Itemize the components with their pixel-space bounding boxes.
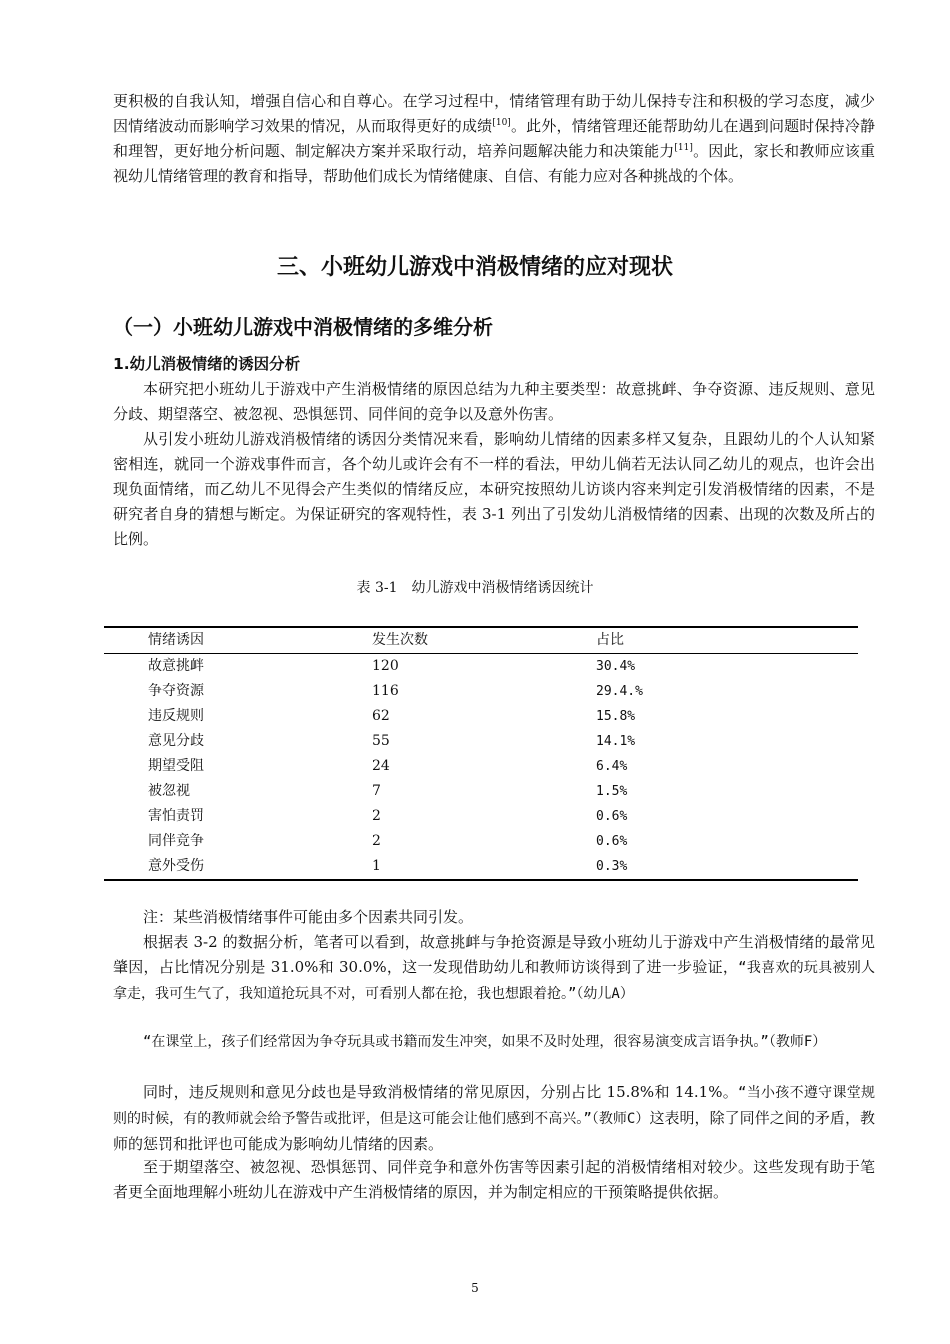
rules-text-2: 这表明，除了同伴之间的矛盾，教师的惩罚和批评也可能成为影响幼儿情绪的因素。	[113, 1109, 875, 1153]
causes-table	[104, 626, 858, 881]
cell-count: 116	[372, 683, 399, 699]
table-note: 注：某些消极情绪事件可能由多个因素共同引发。	[143, 908, 474, 926]
cell-ratio: 29.4.%	[596, 684, 643, 699]
header-count: 发生次数	[372, 632, 428, 648]
cell-cause: 违反规则	[148, 708, 204, 724]
table-caption: 表 3-1 幼儿游戏中消极情绪诱因统计	[356, 580, 594, 596]
chapter-title: 三、小班幼儿游戏中消极情绪的应对现状	[276, 255, 673, 280]
table-row	[104, 754, 858, 779]
citation-10: [10]	[492, 118, 511, 128]
page-number: 5	[471, 1281, 479, 1295]
cell-cause: 同伴竞争	[148, 833, 204, 849]
analysis-text: 根据表 3-2 的数据分析，笔者可以看到，故意挑衅与争抢资源是导致小班幼儿于游戏中产生消极情绪的最常见肇因，占比情况分别是 31.0%和 30.0%，这一发现借助幼儿和教师访谈得到了进一步验证，	[113, 933, 875, 976]
paragraph-conclusion: 至于期望落空、被忽视、恐惧惩罚、同伴竞争和意外伤害等因素引起的消极情绪相对较少。这些发现有助于笔者更全面地理解小班幼儿在游戏中产生消极情绪的原因，并为制定相应的干预策略提供依据。	[113, 1158, 875, 1201]
cell-cause: 故意挑衅	[148, 658, 204, 674]
cell-count: 120	[372, 658, 399, 674]
quote-child-a: “我喜欢的玩具被别人拿走，我可生气了，我知道抢玩具不对，可看别人都在抢，我也想跟着抢。”（幼儿A）	[113, 960, 876, 1002]
table-row	[104, 679, 858, 704]
cell-ratio: 0.6%	[596, 834, 628, 849]
cell-cause: 意外受伤	[148, 858, 204, 874]
cell-cause: 意见分歧	[148, 733, 204, 749]
header-ratio: 占比	[596, 632, 624, 648]
cell-ratio: 15.8%	[596, 709, 636, 724]
quote-teacher-c: “当小孩不遵守课堂规则的时候，有的教师就会给予警告或批评，但是这可能会让他们感到不高兴。”（教师C）	[113, 1085, 876, 1127]
cell-count: 7	[372, 783, 381, 799]
rules-text-1: 同时，违反规则和意见分歧也是导致消极情绪的常见原因，分别占比 15.8%和 14.1%。	[143, 1083, 739, 1101]
cell-count: 1	[372, 858, 381, 874]
cell-count: 24	[372, 758, 390, 774]
cell-ratio: 0.3%	[596, 859, 628, 874]
table-row	[104, 779, 858, 804]
table-row	[104, 829, 858, 854]
cell-ratio: 0.6%	[596, 809, 628, 824]
cell-count: 55	[372, 733, 390, 749]
quote-teacher-f: “在课堂上，孩子们经常因为争夺玩具或书籍而发生冲突，如果不及时处理，很容易演变成言语争执。”（教师F）	[143, 1034, 827, 1050]
table-row	[104, 854, 858, 880]
paragraph-data-analysis	[113, 930, 875, 1007]
cell-count: 2	[372, 833, 381, 849]
intro-text-3: 。因此，家长和教师应该重视幼儿情绪管理的教育和指导，帮助他们成长为情绪健康、自信、有能力应对各种挑战的个体。	[113, 142, 875, 185]
intro-text-1: 更积极的自我认知，增强自信心和自尊心。在学习过程中，情绪管理有助于幼儿保持专注和积极的学习态度，减少因情绪波动而影响学习效果的情况，从而取得更好的成绩	[113, 92, 875, 135]
cell-cause: 争夺资源	[148, 683, 204, 699]
cell-count: 62	[372, 708, 390, 724]
table-row	[104, 804, 858, 829]
section-title: （一）小班幼儿游戏中消极情绪的多维分析	[113, 315, 493, 339]
cell-ratio: 14.1%	[596, 734, 636, 749]
table-row	[104, 654, 858, 680]
cell-count: 2	[372, 808, 381, 824]
subsection-title: 1.幼儿消极情绪的诱因分析	[113, 355, 301, 373]
header-cause: 情绪诱因	[148, 632, 204, 648]
paragraph-causes-summary: 本研究把小班幼儿于游戏中产生消极情绪的原因总结为九种主要类型：故意挑衅、争夺资源、违反规则、意见分歧、期望落空、被忽视、恐惧惩罚、同伴间的竞争以及意外伤害。	[113, 380, 875, 423]
citation-11: [11]	[674, 143, 693, 153]
table-row	[104, 704, 858, 729]
cell-cause: 害怕责罚	[148, 808, 204, 824]
paragraph-rules	[113, 1080, 875, 1157]
intro-text-2: 。此外，情绪管理还能帮助幼儿在遇到问题时保持冷静和理智，更好地分析问题、制定解决方案并采取行动，培养问题解决能力和决策能力	[113, 117, 875, 160]
cell-ratio: 30.4%	[596, 659, 636, 674]
cell-cause: 期望受阻	[148, 758, 204, 774]
table-row	[104, 729, 858, 754]
intro-paragraph	[113, 89, 875, 189]
table-header-row	[104, 627, 858, 654]
paragraph-causes-analysis: 从引发小班幼儿游戏消极情绪的诱因分类情况来看，影响幼儿情绪的因素多样又复杂，且跟幼儿的个人认知紧密相连，就同一个游戏事件而言，各个幼儿或许会有不一样的看法，甲幼儿倘若无法认同乙幼儿的观点，也许会出现负面情绪，而乙幼儿不见得会产生类似的情绪反应，本研究按照幼儿访谈内容来判定引发消极情绪的因素，不是研究者自身的猜想与断定。为保证研究的客观特性，表 3-1 列出了引发幼儿消极情绪的因素、出现的次数及所占的比例。	[113, 430, 875, 548]
cell-ratio: 6.4%	[596, 759, 628, 774]
cell-ratio: 1.5%	[596, 784, 628, 799]
cell-cause: 被忽视	[148, 783, 190, 799]
